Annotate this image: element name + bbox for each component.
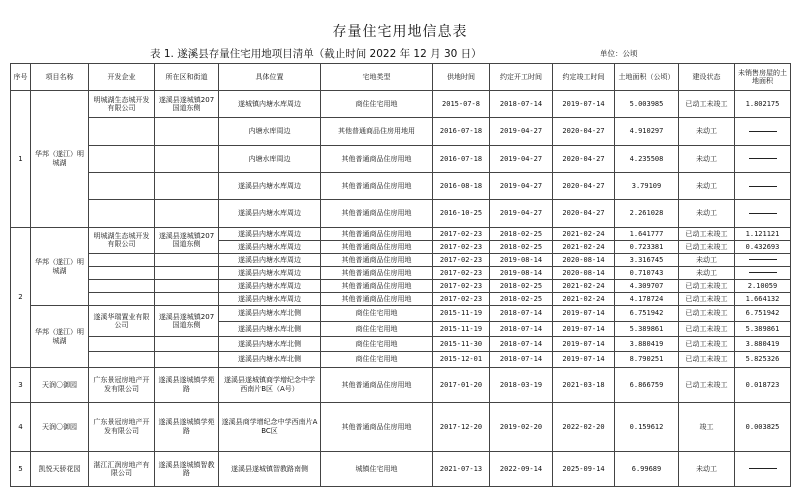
supply-date: 2017-12-20 [433,402,490,451]
empty-cell [89,173,155,200]
unsold-area: 5.825326 [735,352,791,367]
unsold-area: 6.751942 [735,306,791,321]
unsold-area: 0.003825 [735,402,791,451]
land-type: 其他普通商品住房用地 [321,227,433,240]
unsold-area: 1.121121 [735,227,791,240]
supply-date: 2017-02-23 [433,227,490,240]
land-area: 4.178724 [615,293,679,306]
district-name: 遂溪县遂城镇207国道东侧 [155,91,219,118]
land-area: 4.309707 [615,280,679,293]
header-developer: 开发企业 [89,64,155,91]
finish-date: 2019-07-14 [553,91,615,118]
unsold-area-dash [735,118,791,145]
header-district: 所在区和街道 [155,64,219,91]
build-status: 已动工未竣工 [679,367,735,402]
table-row [11,451,791,486]
finish-date: 2021-02-24 [553,227,615,240]
unsold-area: 5.389861 [735,321,791,336]
empty-cell [89,118,155,145]
start-date: 2019-04-27 [490,173,553,200]
developer-name: 遂溪华瑞置业有限公司 [89,306,155,337]
finish-date: 2022-02-20 [553,402,615,451]
table-row [11,402,791,451]
location: 遂城镇内塘水库周边 [219,91,321,118]
land-area: 6.751942 [615,306,679,321]
finish-date: 2021-02-24 [553,293,615,306]
table-row [11,280,791,293]
supply-date: 2016-07-18 [433,145,490,172]
location: 遂溪县内塘水库周边 [219,267,321,280]
start-date: 2019-02-20 [490,402,553,451]
unsold-area: 1.664132 [735,293,791,306]
build-status: 竣工 [679,402,735,451]
header-supply-date: 供地时间 [433,64,490,91]
supply-date: 2017-02-23 [433,280,490,293]
start-date: 2019-08-14 [490,267,553,280]
table-row [11,200,791,227]
build-status: 未动工 [679,451,735,486]
supply-date: 2015-12-01 [433,352,490,367]
developer-name: 明城湖生态城开发有限公司 [89,91,155,118]
project-name: 华邦（遂江）明城湖 [31,91,89,228]
land-type: 其他普通商品住房用地 [321,253,433,266]
finish-date: 2019-07-14 [553,321,615,336]
build-status: 未动工 [679,200,735,227]
land-type: 其他普通商品住房用地 [321,200,433,227]
finish-date: 2021-02-24 [553,240,615,253]
empty-cell [155,337,219,352]
supply-date: 2016-07-18 [433,118,490,145]
finish-date: 2020-08-14 [553,253,615,266]
empty-cell [89,293,155,306]
start-date: 2018-07-14 [490,337,553,352]
supply-date: 2015-11-30 [433,337,490,352]
table-row [11,367,791,402]
finish-date: 2020-04-27 [553,200,615,227]
land-type: 商住住宅用地 [321,91,433,118]
build-status: 已动工未竣工 [679,321,735,336]
land-area: 5.389861 [615,321,679,336]
land-area: 4.235508 [615,145,679,172]
build-status: 已动工未竣工 [679,280,735,293]
empty-cell [155,293,219,306]
supply-date: 2021-07-13 [433,451,490,486]
district-name: 遂溪县遂城镇207国道东侧 [155,306,219,337]
row-number: 5 [11,451,31,486]
unsold-area-dash [735,451,791,486]
supply-date: 2017-02-23 [433,293,490,306]
build-status: 已动工未竣工 [679,91,735,118]
build-status: 未动工 [679,118,735,145]
location: 遂溪县内塘水库周边 [219,253,321,266]
document-title: 存量住宅用地信息表 [332,24,468,40]
location: 遂溪县内塘水库北侧 [219,306,321,321]
land-type: 其他普通商品住房用地 [321,367,433,402]
land-area: 4.910297 [615,118,679,145]
land-type: 其他普通商品住房用地 [321,267,433,280]
land-area: 3.880419 [615,337,679,352]
empty-cell [89,267,155,280]
table-row [11,91,791,118]
header-land-type: 宅地类型 [321,64,433,91]
finish-date: 2025-09-14 [553,451,615,486]
location: 遂溪县内塘水库周边 [219,200,321,227]
land-area: 8.790251 [615,352,679,367]
land-area: 3.316745 [615,253,679,266]
header-row [11,64,791,91]
start-date: 2022-09-14 [490,451,553,486]
empty-cell [89,337,155,352]
land-area: 3.79109 [615,173,679,200]
build-status: 已动工未竣工 [679,337,735,352]
project-name: 华邦（遂江）明城湖 [31,227,89,306]
location: 遂溪县内塘水库周边 [219,240,321,253]
land-type: 商住住宅用地 [321,352,433,367]
supply-date: 2017-01-20 [433,367,490,402]
header-finish-date: 约定竣工时间 [553,64,615,91]
unsold-area: 0.018723 [735,367,791,402]
finish-date: 2019-07-14 [553,352,615,367]
header-no: 序号 [11,64,31,91]
unsold-area: 0.432693 [735,240,791,253]
district-name: 遂溪县遂城镇学苑路 [155,402,219,451]
build-status: 已动工未竣工 [679,227,735,240]
header-project: 项目名称 [31,64,89,91]
start-date: 2018-02-25 [490,240,553,253]
empty-cell [89,280,155,293]
unsold-area-dash [735,173,791,200]
supply-date: 2017-02-23 [433,267,490,280]
location: 遂溪县商学增纪念中学西南片ABC区 [219,402,321,451]
start-date: 2018-07-14 [490,321,553,336]
location: 遂溪县内塘水库北侧 [219,337,321,352]
start-date: 2019-04-27 [490,200,553,227]
land-type: 商住住宅用地 [321,306,433,321]
location: 遂溪县遂城镇商学增纪念中学西南片B区（A号） [219,367,321,402]
location: 遂溪县内塘水库周边 [219,173,321,200]
empty-cell [155,253,219,266]
unsold-area-dash [735,200,791,227]
header-location: 具体位置 [219,64,321,91]
supply-date: 2017-02-23 [433,253,490,266]
table-row [11,306,791,321]
header-land-area: 土地面积（公顷） [615,64,679,91]
empty-cell [155,173,219,200]
location: 内塘水库周边 [219,145,321,172]
unit-label: 单位：公顷 [600,49,638,58]
start-date: 2018-07-14 [490,306,553,321]
land-area: 6.99689 [615,451,679,486]
land-table [10,63,791,487]
supply-date: 2017-02-23 [433,240,490,253]
table-row [11,145,791,172]
build-status: 已动工未竣工 [679,352,735,367]
empty-cell [155,352,219,367]
empty-cell [155,118,219,145]
start-date: 2018-02-25 [490,293,553,306]
unsold-area: 1.802175 [735,91,791,118]
start-date: 2018-02-25 [490,280,553,293]
empty-cell [89,253,155,266]
land-type: 其他普通商品住房用地 [321,402,433,451]
developer-name: 湛江汇润房地产有限公司 [89,451,155,486]
row-number: 2 [11,227,31,367]
supply-date: 2015-11-19 [433,306,490,321]
supply-date: 2016-10-25 [433,200,490,227]
row-number: 4 [11,402,31,451]
empty-cell [89,200,155,227]
start-date: 2018-03-19 [490,367,553,402]
finish-date: 2019-07-14 [553,337,615,352]
build-status: 已动工未竣工 [679,240,735,253]
header-start-date: 约定开工时间 [490,64,553,91]
location: 遂溪县遂城镇智教路南侧 [219,451,321,486]
table-row [11,227,791,240]
land-area: 5.003985 [615,91,679,118]
location: 内塘水库周边 [219,118,321,145]
build-status: 未动工 [679,145,735,172]
finish-date: 2020-04-27 [553,118,615,145]
land-type: 商住住宅用地 [321,337,433,352]
table-row [11,118,791,145]
unsold-area-dash [735,253,791,266]
start-date: 2019-08-14 [490,253,553,266]
location: 遂溪县内塘水库周边 [219,227,321,240]
supply-date: 2016-08-18 [433,173,490,200]
project-name: 天润〇御园 [31,367,89,402]
table-row [11,352,791,367]
land-type: 其他普通商品住房用地 [321,173,433,200]
build-status: 未动工 [679,253,735,266]
land-type: 其他普通商品住房用地 [321,145,433,172]
land-area: 0.723381 [615,240,679,253]
land-area: 6.866759 [615,367,679,402]
project-name: 凯悦天骄花园 [31,451,89,486]
table-row [11,253,791,266]
land-area: 2.261028 [615,200,679,227]
finish-date: 2020-04-27 [553,145,615,172]
header-unsold-area: 未销售房屋的土地面积 [735,64,791,91]
table-row [11,337,791,352]
empty-cell [89,145,155,172]
developer-name: 明城湖生态城开发有限公司 [89,227,155,253]
developer-name: 广东景冠房地产开发有限公司 [89,367,155,402]
supply-date: 2015-07-8 [433,91,490,118]
developer-name: 广东景冠房地产开发有限公司 [89,402,155,451]
start-date: 2018-07-14 [490,352,553,367]
land-area: 1.641777 [615,227,679,240]
build-status: 未动工 [679,267,735,280]
district-name: 遂溪县遂城镇207国道东侧 [155,227,219,253]
finish-date: 2020-08-14 [553,267,615,280]
finish-date: 2021-02-24 [553,280,615,293]
unsold-area: 3.880419 [735,337,791,352]
unsold-area-dash [735,145,791,172]
table-caption: 表 1. 遂溪县存量住宅用地项目清单（截止时间 2022 年 12 月 30 日） [150,48,482,60]
district-name: 遂溪县遂城镇智教路 [155,451,219,486]
build-status: 已动工未竣工 [679,306,735,321]
land-type: 其他普通商品住房用地 [321,280,433,293]
empty-cell [155,200,219,227]
location: 遂溪县内塘水库周边 [219,280,321,293]
table-row [11,267,791,280]
supply-date: 2015-11-19 [433,321,490,336]
land-type: 其他普通商品住房用地 [321,293,433,306]
build-status: 已动工未竣工 [679,293,735,306]
row-number: 1 [11,91,31,228]
table-row [11,173,791,200]
start-date: 2019-04-27 [490,145,553,172]
location: 遂溪县内塘水库北侧 [219,352,321,367]
empty-cell [155,145,219,172]
district-name: 遂溪县遂城镇学苑路 [155,367,219,402]
unsold-area-dash [735,267,791,280]
empty-cell [155,267,219,280]
land-area: 0.159612 [615,402,679,451]
land-type: 城镇住宅用地 [321,451,433,486]
land-type: 其他普通商品住房用地用 [321,118,433,145]
empty-cell [155,280,219,293]
finish-date: 2019-07-14 [553,306,615,321]
land-type: 商住住宅用地 [321,321,433,336]
start-date: 2018-02-25 [490,227,553,240]
finish-date: 2021-03-18 [553,367,615,402]
build-status: 未动工 [679,173,735,200]
empty-cell [89,352,155,367]
unsold-area: 2.10059 [735,280,791,293]
project-name: 天润〇御园 [31,402,89,451]
land-area: 0.710743 [615,267,679,280]
land-type: 其他普通商品住房用地 [321,240,433,253]
project-name: 华邦（遂江）明城湖 [31,306,89,367]
location: 遂溪县内塘水库北侧 [219,321,321,336]
header-status: 建设状态 [679,64,735,91]
row-number: 3 [11,367,31,402]
location: 遂溪县内塘水库周边 [219,293,321,306]
start-date: 2018-07-14 [490,91,553,118]
finish-date: 2020-04-27 [553,173,615,200]
table-row [11,293,791,306]
start-date: 2019-04-27 [490,118,553,145]
